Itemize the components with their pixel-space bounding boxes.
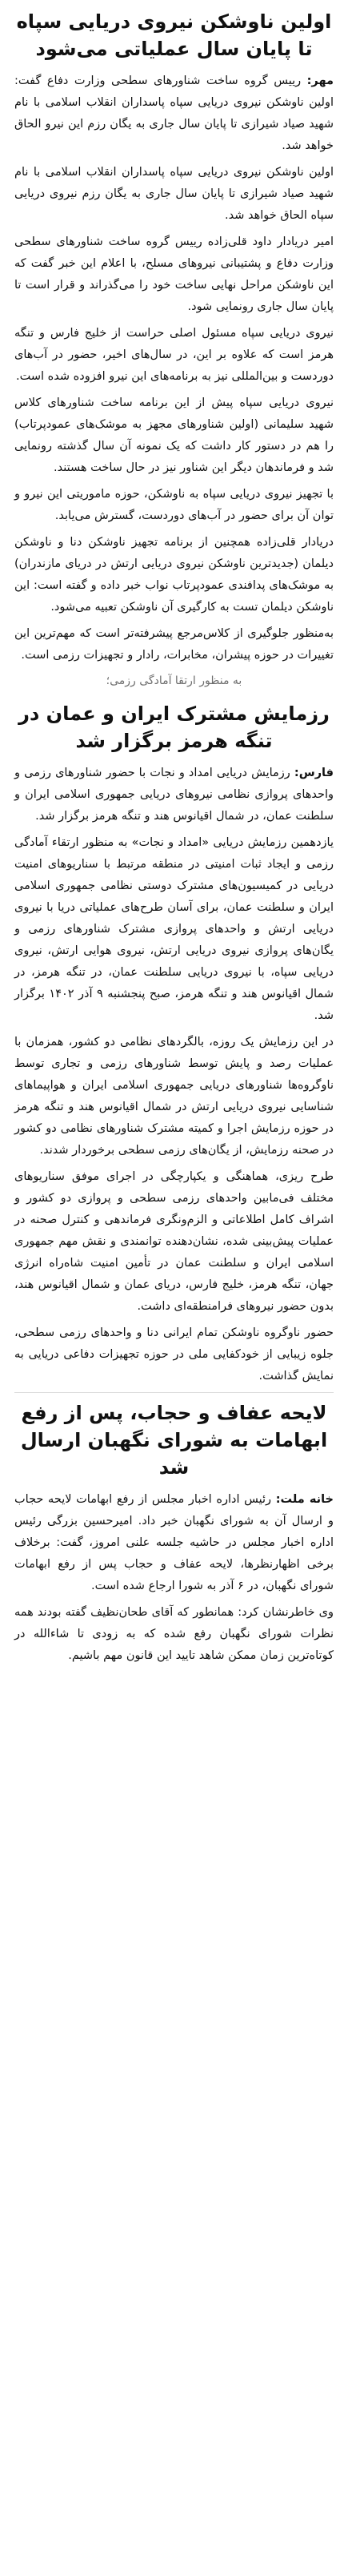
article-1-paragraph: امیر دریادار داود قلی‌زاده رییس گروه ساخت شناورهای سطحی وزارت دفاع و پشتیبانی نیروهای مسلح، با اعلام این خبر گفت که این ناوشکن مراحل نهایی ساخت خود را می‌گذراند و قرار است تا پایان سال جاری رونمایی شود. xyxy=(14,235,334,313)
article-2-paragraph: حضور ناوگروه ناوشکن تمام ایرانی دنا و واحدهای رزمی سطحی، جلوه زیبایی از خودکفایی ملی در حوزه تجهیزات دفاعی دریایی به نمایش گذاشت. xyxy=(14,1326,334,1383)
article-3-paragraph xyxy=(14,1489,334,1597)
article-2-headline: رزمایش مشترک ایران و عمان در تنگه هرمز برگزار شد xyxy=(18,702,330,752)
article-1-paragraph xyxy=(14,70,334,157)
article-1-source-label: مهر: xyxy=(306,74,334,87)
article-3-paragraph: وی خاطرنشان کرد: همانطور که آقای طحان‌نظیف گفته بودند همه نظرات شورای نگهبان رفع شده که به زودی تا شاءالله در کوتاه‌ترین زمان ممکن شاهد تایید این قانون مهم باشیم. xyxy=(14,1606,334,1662)
article-1-paragraph: با تجهیز نیروی دریایی سپاه به ناوشکن، حوزه ماموریتی این نیرو و توان آن برای حضور در آب‌های دوردست، گسترش می‌یابد. xyxy=(14,488,334,522)
article-2-paragraph: در این رزمایش یک روزه، بالگردهای نظامی دو کشور، همزمان با عملیات رصد و پایش توسط شناورهای رزمی و تجاری توسط ناوگروه‌ها شناورهای دریایی جمهوری اسلامی ایران و هواپیماهای شناسایی نیروی دریایی ارتش در شمال اقیانوس هند و تنگه هرمز در حوزه رزمایش اجرا و کمیته مشترک شناورهای نظامی دو کشور در صحنه رزمایش، از یگان‌های رزمی سطحی برخوردار شدند. xyxy=(14,1036,334,1157)
article-divider xyxy=(14,1392,334,1393)
article-2-paragraph-text: رزمایش دریایی امداد و نجات با حضور شناورهای رزمی و واحدهای پروازی نظامی نیروهای دریایی جمهوری اسلامی ایران و سلطنت عمان، در شمال اقیانوس هند و تنگه هرمز برگزار شد. xyxy=(14,767,334,823)
article-1-headline: اولین ناوشکن نیروی دریایی سپاه تا پایان سال عملیاتی می‌شود xyxy=(16,10,332,60)
article-2-paragraph xyxy=(14,763,334,827)
article-2-paragraph: یازدهمین رزمایش دریایی «امداد و نجات» به منظور ارتقاء آمادگی رزمی و ایجاد ثبات امنیتی در منطقه مرتبط با سناریوهای امنیت دریایی در کمیسیون‌های مشترک دوستی نظامی جمهوری اسلامی ایران و سلطنت عمان، برای آسان طرح‌های عملیاتی دریا با نیروی دریایی ارتش و واحدهای پروازی مشترک شناورهای رزمی و یگان‌های پروازی نیروی دریایی ارتش، نیروی هوایی ارتش، نیروی دریایی سپاه، با نیروی دریایی سلطنت عمان، در تنگه هرمز، در شمال اقیانوس هند و تنگه هرمز، صبح پنجشنبه ۹ آذر ۱۴۰۲ برگزار شد. xyxy=(14,836,334,1022)
article-3-paragraph-text: رئیس اداره اخبار مجلس از رفع ابهامات لایحه حجاب و ارسال آن به شورای نگهبان خبر داد. امیرحسین بزرگی رئیس اداره اخبار مجلس در حاشیه جلسه علنی امروز، گفت: برخلاف برخی اظهارنظرها، لایحه عفاف و حجاب پس از رفع ابهامات شورای نگهبان، در ۶ آذر به شورا ارجاع شده است. xyxy=(14,1493,334,1592)
article-1-paragraph: به‌منظور جلوگیری از کلاس‌مرجع پیشرفته‌تر است که مهم‌ترین این تغییرات در حوزه پیشران، مخابرات، رادار و تجهیزات رزمی است. xyxy=(14,627,334,662)
article-1-paragraph: نیروی دریایی سپاه پیش از این برنامه ساخت شناورهای کلاس شهید سلیمانی (اولین شناورهای مجهز به موشک‌های عمودپرتاب) را هم در دستور کار داشت که یک نمونه آن سال گذشته رونمایی شد و فرماندهان دیگر این شناور نیز در حال ساخت هستند. xyxy=(14,396,334,474)
article-1-paragraph: دریادار قلی‌زاده همچنین از برنامه تجهیز ناوشکن دنا و ناوشکن دیلمان (جدیدترین ناوشکن نیروی دریایی ارتش در دریای مازندران) به موشک‌های پدافندی عمودپرتاب نواب خبر داده و گفته است: این ناوشکن دیلمان تست به کارگیری آن ناوشکن تعبیه می‌شود. xyxy=(14,536,334,614)
article-2-paragraph: طرح ریزی، هماهنگی و یکپارچگی در اجرای موفق سناریوهای مختلف فی‌مابین واحدهای رزمی سطحی و پروازی دو کشور و اشراف کامل اطلاعاتی و الزم‌ونگری فرماندهی و کنترل صحنه در عملیات پیش‌بینی شده، نشان‌دهنده توانمندی و نقش مهم جمهوری اسلامی ایران و سلطنت عمان در تأمین امنیت شاه‌راه انرژی جهان، تنگه هرمز، خلیج فارس، دریای عمان و شمال اقیانوس هند، بدون حضور نیروهای فرامنطقه‌ای داشت. xyxy=(14,1170,334,1313)
article-2-kicker: به منظور ارتقا آمادگی رزمی؛ xyxy=(106,674,242,687)
article-1-paragraph: نیروی دریایی سپاه مسئول اصلی حراست از خلیج فارس و تنگه هرمز است که علاوه بر این، در سال‌های اخیر، حضور در آب‌های دوردست و بین‌المللی نیز به برنامه‌های این نیرو افزوده شده است. xyxy=(14,327,334,383)
article-2-source-label: فارس: xyxy=(294,767,334,779)
article-1-paragraph-text: رییس گروه ساخت شناورهای سطحی وزارت دفاع گفت: اولین ناوشکن نیروی دریایی سپاه پاسداران انقلاب اسلامی با نام شهید صیاد شیرازی تا پایان سال جاری به یگان رزم این نیرو الحاق خواهد شد. xyxy=(14,74,334,152)
article-1-paragraph: اولین ناوشکن نیروی دریایی سپاه پاسداران انقلاب اسلامی با نام شهید صیاد شیرازی تا پایان سال جاری به یگان رزم نیروی دریایی سپاه الحاق خواهد شد. xyxy=(14,166,334,222)
article-3-source-label: خانه ملت: xyxy=(275,1493,334,1506)
article-3-headline: لایحه عفاف و حجاب، پس از رفع ابهامات به شورای نگهبان ارسال شد xyxy=(20,1402,328,1479)
